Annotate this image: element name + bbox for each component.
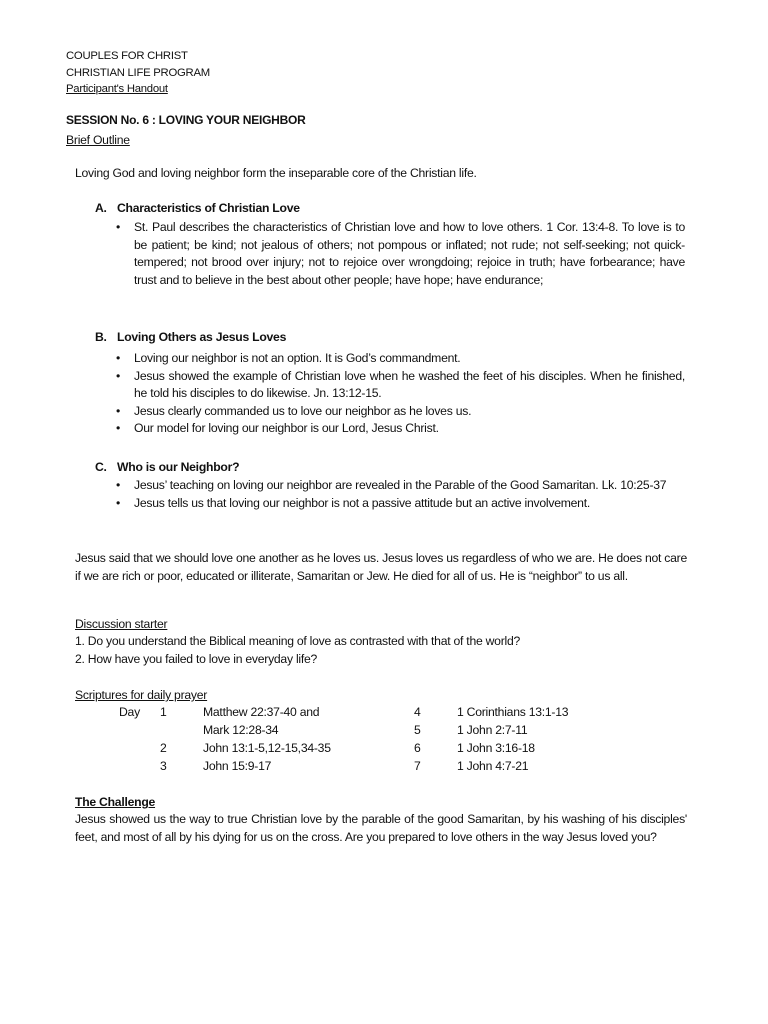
day-number: 5 bbox=[414, 723, 421, 737]
section-heading-c bbox=[95, 459, 239, 477]
session-title: SESSION No. 6 : LOVING YOUR NEIGHBOR bbox=[66, 113, 306, 127]
scripture-ref: Matthew 22:37-40 and bbox=[203, 705, 320, 719]
list-item: • Jesus showed the example of Christian love when he washed the feet of his disciples. When he finished, he told his disciples to do likewise. Jn. 13:12-15. bbox=[115, 368, 685, 403]
day-number: 6 bbox=[414, 741, 421, 755]
discussion-question-1: 1. Do you understand the Biblical meaning of love as contrasted with that of the world? bbox=[75, 634, 521, 648]
list-item: • Jesus’ teaching on loving our neighbor are revealed in the Parable of the Good Samaritan. Lk. 10:25-37 bbox=[115, 477, 685, 495]
day-number: 1 bbox=[160, 705, 167, 719]
challenge-text: Jesus showed us the way to true Christian love by the parable of the good Samaritan, by his washing of his disciples' feet, and most of all by his dying for us on the cross. Are you prepared to love others in the way Jesus loved you? bbox=[75, 812, 687, 844]
section-heading-b bbox=[95, 329, 286, 347]
day-number: 2 bbox=[160, 741, 167, 755]
scripture-ref: 1 John 4:7-21 bbox=[457, 759, 529, 773]
scripture-ref: 1 Corinthians 13:1-13 bbox=[457, 705, 569, 719]
brief-outline-heading: Brief Outline bbox=[66, 133, 130, 147]
day-number: 3 bbox=[160, 759, 167, 773]
document-header bbox=[66, 48, 210, 98]
section-title: Loving Others as Jesus Loves bbox=[117, 330, 287, 344]
intro-text: Loving God and loving neighbor form the inseparable core of the Christian life. bbox=[75, 166, 477, 180]
day-number: 4 bbox=[414, 705, 421, 719]
scripture-ref: 1 John 2:7-11 bbox=[457, 723, 528, 737]
discussion-question-2: 2. How have you failed to love in everyday life? bbox=[75, 652, 318, 666]
org-name: COUPLES FOR CHRIST bbox=[66, 50, 188, 62]
section-a-list bbox=[115, 219, 685, 289]
section-letter: B. bbox=[95, 330, 107, 344]
section-c-list bbox=[115, 477, 685, 512]
discussion-heading: Discussion starter bbox=[75, 617, 168, 631]
list-item: • Loving our neighbor is not an option. It is God’s commandment. bbox=[115, 350, 685, 368]
section-title: Characteristics of Christian Love bbox=[117, 201, 300, 215]
day-number: 7 bbox=[414, 759, 421, 773]
scripture-ref: 1 John 3:16-18 bbox=[457, 741, 535, 755]
scripture-ref: John 15:9-17 bbox=[203, 759, 272, 773]
section-heading-a bbox=[95, 200, 300, 218]
challenge-heading: The Challenge bbox=[75, 795, 156, 809]
section-letter: C. bbox=[95, 460, 107, 474]
section-title: Who is our Neighbor? bbox=[117, 460, 240, 474]
day-label: Day bbox=[119, 705, 140, 719]
list-item: • Jesus clearly commanded us to love our neighbor as he loves us. bbox=[115, 403, 685, 421]
list-item: • Our model for loving our neighbor is our Lord, Jesus Christ. bbox=[115, 420, 685, 438]
scripture-ref: Mark 12:28-34 bbox=[203, 723, 279, 737]
summary-paragraph: Jesus said that we should love one another as he loves us. Jesus loves us regardless of who we are. He does not care if we are rich or poor, educated or illiterate, Samaritan or Jew. He died for all of us. He is “neighbor” to us all. bbox=[75, 551, 687, 583]
scriptures-heading: Scriptures for daily prayer bbox=[75, 688, 208, 702]
list-item: • St. Paul describes the characteristics of Christian love and how to love others. 1 Cor. 13:4-8. To love is to be patient; be kind; not jealous of others; not pompous or inflated; not rude; not self-seeking; not quick-tempered; not brood over injury; not to rejoice over wrongdoing; rejoice in truth; have forbearance; have trust and to believe in the best about other people; have hope; have endurance; bbox=[115, 219, 685, 289]
program-name: CHRISTIAN LIFE PROGRAM bbox=[66, 66, 210, 79]
handout-label: Participant's Handout bbox=[66, 83, 168, 95]
list-item: • Jesus tells us that loving our neighbor is not a passive attitude but an active involvement. bbox=[115, 495, 685, 513]
scripture-schedule bbox=[75, 704, 695, 776]
section-b-list bbox=[115, 350, 685, 438]
section-letter: A. bbox=[95, 201, 107, 215]
scripture-ref: John 13:1-5,12-15,34-35 bbox=[203, 741, 331, 755]
